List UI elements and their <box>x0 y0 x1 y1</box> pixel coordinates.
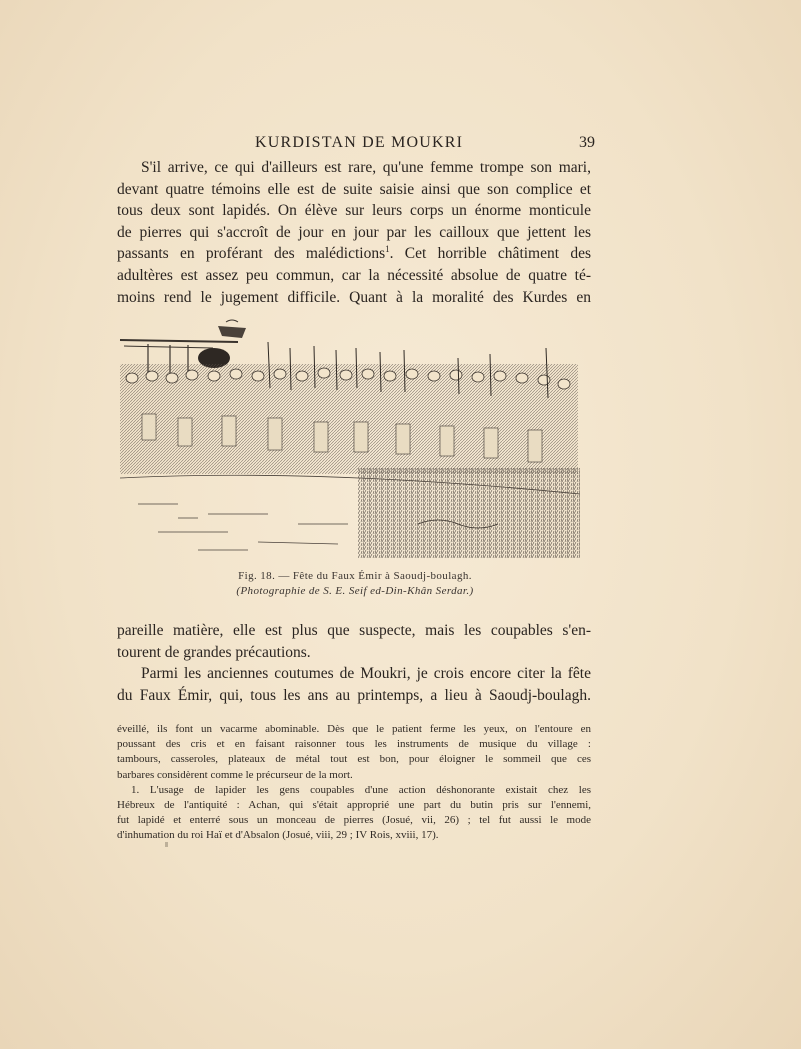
footnote-line: éveillé, ils font un vacarme abominable. Dès que le patient ferme les yeux, on l'entoure en <box>117 723 591 735</box>
paragraph-1 <box>117 157 591 308</box>
running-title: KURDISTAN DE MOUKRI <box>255 134 464 151</box>
text-line-with-footnote <box>117 243 591 265</box>
footnote-line: 1. L'usage de lapider les gens coupables d'une action déshonorante existait chez les <box>131 783 591 796</box>
footnote-reference: 1 <box>385 244 390 255</box>
text-line: Parmi les anciennes coutumes de Moukri, je crois encore citer la fête <box>141 665 591 682</box>
text-line: S'il arrive, ce qui d'ailleurs est rare, qu'une femme trompe son mari, <box>141 159 591 176</box>
text-line: devant quatre témoins elle est de suite saisie ainsi que son complice et <box>117 180 591 198</box>
footnote-line: tambours, casseroles, plateaux de métal tout est bon, pour éloigner le sommeil que ces <box>117 753 591 766</box>
text-line: de pierres qui s'accroît de jour en jour par les cailloux que jettent les <box>117 223 591 241</box>
text-segment: passants en proférant des malédictions <box>117 245 386 263</box>
footnote-line: Hébreux de l'antiquité : Achan, qui s'était approprié une part du butin pris sur l'ennemi, <box>117 798 591 811</box>
figure-engraving <box>118 318 580 562</box>
figure-caption: Fig. 18. — Fête du Faux Émir à Saoudj-boulagh. <box>238 570 472 582</box>
figure-credit: (Photographie de S. E. Seif ed-Din-Khân Serdar.) <box>236 585 474 597</box>
engraving-illustration <box>118 318 580 562</box>
text-line: moins rend le jugement difficile. Quant à la moralité des Kurdes en <box>117 288 591 306</box>
footnote-line: d'inhumation du roi Haï et d'Absalon (Josué, viii, 29 ; IV Rois, xviii, 17). <box>117 829 439 842</box>
text-line: adultères est assez peu commun, car la nécessité absolue de quatre té- <box>117 266 591 284</box>
text-line: tous deux sont lapidés. On élève sur leurs corps un énorme monticule <box>117 202 591 220</box>
footnote-line: poussant des cris et en faisant raisonner tous les instruments de musique du village : <box>117 738 591 751</box>
text-line: tourent de grandes précautions. <box>117 643 311 661</box>
text-line: pareille matière, elle est plus que suspecte, mais les coupables s'en- <box>117 622 591 639</box>
paragraph-3 <box>117 663 591 706</box>
footnote-line: barbares considèrent comme le précurseur de la mort. <box>117 768 353 781</box>
running-header <box>255 134 595 154</box>
footnotes <box>117 722 591 844</box>
footnote-line: fut lapidé et enterré sous un monceau de pierres (Josué, vii, 26) ; tel fut aussi le mode <box>117 814 591 827</box>
text-segment: . Cet horrible châtiment des <box>389 245 591 263</box>
text-line: du Faux Émir, qui, tous les ans au printemps, a lieu à Saoudj-boulagh. <box>117 686 591 704</box>
page-number: 39 <box>579 134 595 151</box>
paragraph-2 <box>117 620 591 663</box>
paper-speck <box>165 842 168 847</box>
